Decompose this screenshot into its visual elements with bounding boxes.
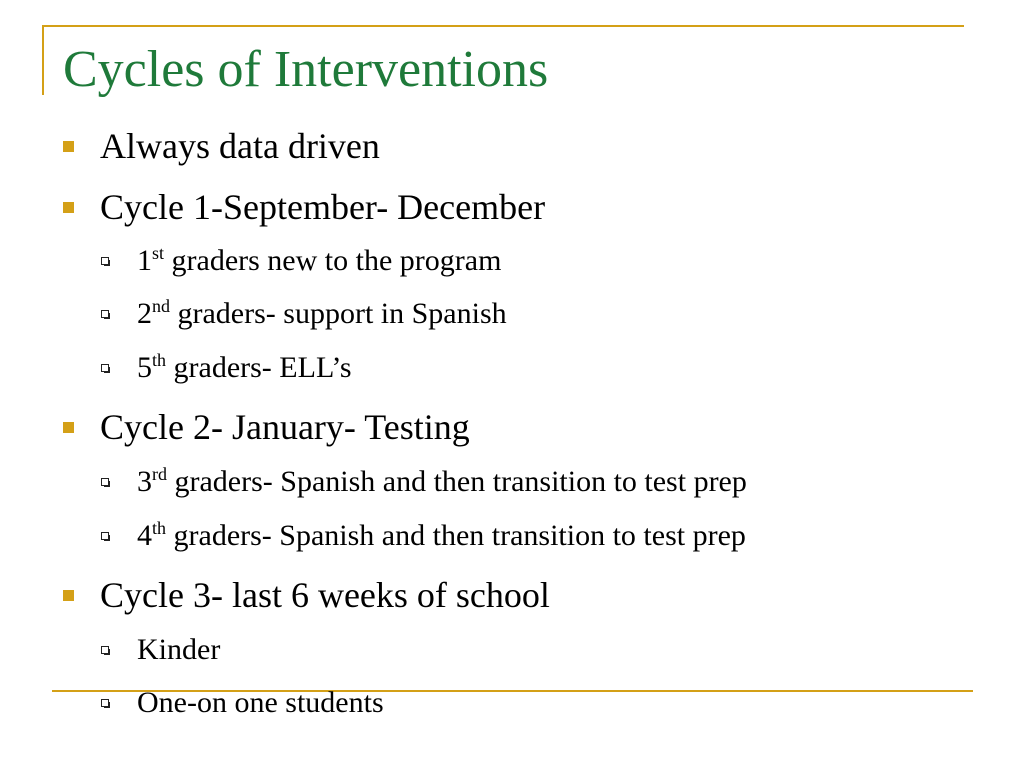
bullet-item bbox=[100, 126, 380, 166]
sub-bullet-item bbox=[137, 351, 352, 388]
ordinal-suffix: th bbox=[152, 518, 167, 539]
sub-bullet-text: graders new to the program bbox=[164, 244, 502, 277]
ordinal-number: 2 bbox=[137, 297, 152, 330]
bullet-item bbox=[100, 187, 545, 227]
ordinal-suffix: rd bbox=[152, 464, 167, 485]
sub-bullet-text: graders- support in Spanish bbox=[170, 297, 507, 330]
ordinal-number: 5 bbox=[137, 351, 152, 384]
sub-bullet-text: One-on one students bbox=[137, 686, 384, 719]
box-bullet-icon bbox=[101, 478, 109, 486]
box-bullet-icon bbox=[101, 364, 109, 372]
bullet-text: Cycle 2- January- Testing bbox=[100, 407, 470, 447]
square-bullet-icon bbox=[63, 422, 74, 433]
sub-bullet-item bbox=[137, 686, 384, 720]
frame-left-line bbox=[42, 25, 44, 95]
box-bullet-icon bbox=[101, 257, 109, 265]
bullet-item bbox=[100, 575, 550, 615]
bullet-text: Cycle 3- last 6 weeks of school bbox=[100, 575, 550, 615]
sub-bullet-item bbox=[137, 465, 747, 502]
square-bullet-icon bbox=[63, 590, 74, 601]
bullet-text: Always data driven bbox=[100, 126, 380, 166]
frame-top-line bbox=[42, 25, 964, 27]
box-bullet-icon bbox=[101, 699, 109, 707]
sub-bullet-text: Kinder bbox=[137, 633, 221, 666]
sub-bullet-item bbox=[137, 519, 746, 556]
slide-title: Cycles of Interventions bbox=[63, 41, 549, 98]
sub-bullet-text: graders- ELL’s bbox=[166, 351, 352, 384]
ordinal-suffix: th bbox=[152, 350, 167, 371]
ordinal-suffix: nd bbox=[152, 296, 170, 317]
ordinal-suffix: st bbox=[152, 243, 165, 264]
ordinal-number: 3 bbox=[137, 465, 152, 498]
bullet-item bbox=[100, 407, 470, 447]
box-bullet-icon bbox=[101, 310, 109, 318]
ordinal-number: 4 bbox=[137, 519, 152, 552]
sub-bullet-item bbox=[137, 297, 507, 334]
square-bullet-icon bbox=[63, 141, 74, 152]
sub-bullet-item bbox=[137, 633, 220, 667]
sub-bullet-item bbox=[137, 244, 501, 281]
sub-bullet-text: graders- Spanish and then transition to test prep bbox=[167, 465, 747, 498]
sub-bullet-text: graders- Spanish and then transition to test prep bbox=[166, 519, 746, 552]
bullet-text: Cycle 1-September- December bbox=[100, 187, 546, 227]
square-bullet-icon bbox=[63, 202, 74, 213]
ordinal-number: 1 bbox=[137, 244, 152, 277]
box-bullet-icon bbox=[101, 532, 109, 540]
box-bullet-icon bbox=[101, 646, 109, 654]
